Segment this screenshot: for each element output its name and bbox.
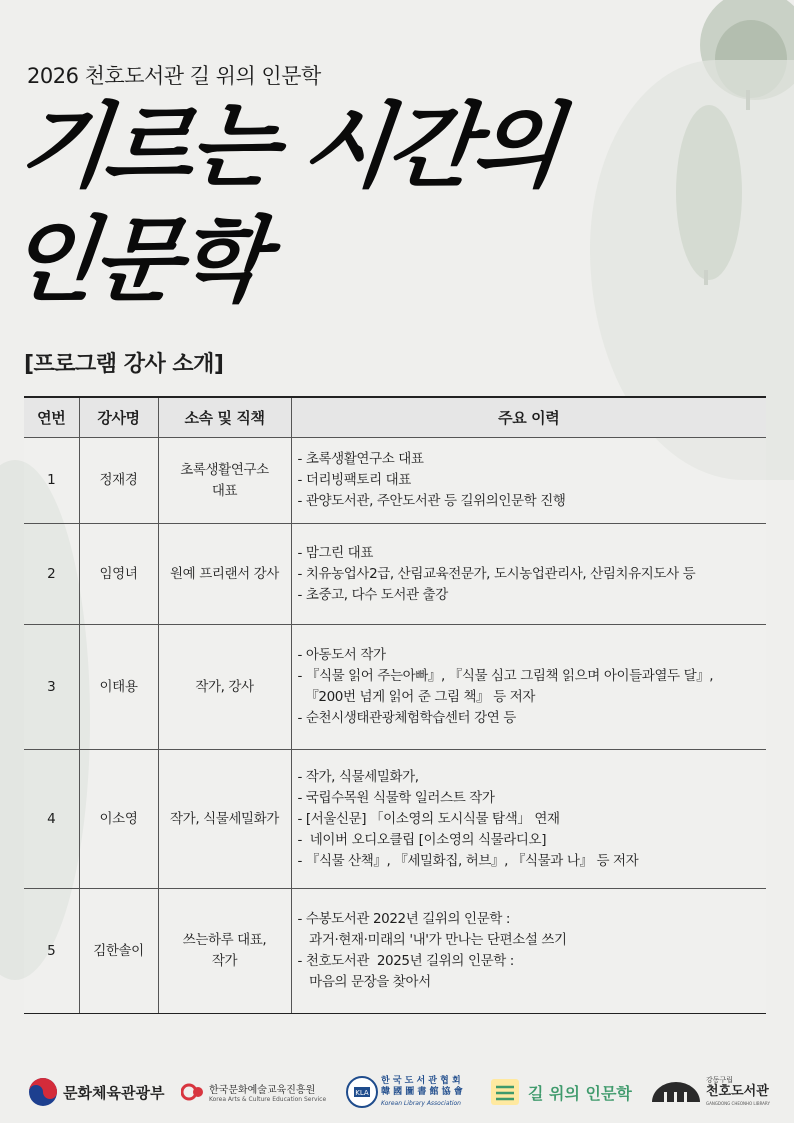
career-line: - 맘그린 대표 — [297, 544, 373, 561]
cheonho-library-district: 강동구립 — [706, 1076, 734, 1084]
cheonho-library-text: 천호도서관 — [706, 1084, 769, 1099]
table-row — [24, 438, 766, 524]
column-header-position: 소속 및 직책 — [158, 397, 291, 438]
lecturer-name: 김한솔이 — [79, 889, 158, 1014]
mcst-logo — [28, 1070, 164, 1114]
lecturer-position — [158, 438, 291, 524]
lecturer-position — [158, 889, 291, 1014]
kla-logo-hanja: 韓 國 圖 書 館 協 會 — [381, 1086, 463, 1097]
career-line: - 천호도서관 2025년 길위의 인문학 : — [297, 953, 514, 969]
book-icon — [488, 1075, 522, 1109]
career-line: - 초록생활연구소 대표 — [297, 451, 424, 467]
lecturer-position — [158, 524, 291, 625]
column-header-number: 연번 — [24, 397, 79, 438]
arte-logo — [181, 1070, 326, 1114]
lecturer-table — [24, 396, 766, 1014]
career-line: - [서울신문] 「이소영의 도시식물 탐색」 연재 — [297, 810, 560, 827]
main-title-line-1: 기르는 시간의 — [14, 93, 563, 200]
cheonho-library-subtext: GANGDONG CHEONHO LIBRARY — [706, 1101, 770, 1106]
table-header-row — [24, 397, 766, 438]
career-line: - 아동도서 작가 — [297, 647, 386, 663]
position-line: 작가, 강사 — [195, 678, 254, 695]
lecturer-career — [291, 438, 766, 524]
lecturer-career — [291, 524, 766, 625]
footer-logos — [0, 1070, 794, 1114]
taegeuk-icon — [28, 1077, 58, 1107]
position-line: 쓰는하루 대표, — [182, 932, 267, 948]
career-line: 『200번 넘게 읽어 준 그림 책』 등 저자 — [297, 689, 535, 705]
career-line: - 더리빙팩토리 대표 — [297, 472, 411, 488]
column-header-career: 주요 이력 — [291, 397, 766, 438]
career-line: - 작가, 식물세밀화가, — [297, 768, 419, 785]
kla-logo-subtext: Korean Library Association — [381, 1099, 461, 1107]
lecturer-position — [158, 750, 291, 889]
lecturer-name: 이태용 — [79, 625, 158, 750]
row-number: 4 — [24, 750, 79, 889]
kla-logo — [346, 1070, 463, 1114]
arte-logo-subtext: Korea Arts & Culture Education Service — [209, 1096, 327, 1103]
svg-text:KLA: KLA — [355, 1089, 369, 1097]
lecturer-name: 이소영 — [79, 750, 158, 889]
arte-icon — [181, 1080, 205, 1104]
position-line: 초록생활연구소 — [180, 461, 269, 478]
lecturer-name: 정재경 — [79, 438, 158, 524]
career-line: - 『식물 읽어 주는아빠』, 『식물 심고 그림책 읽으며 아이들과열두 달』, — [297, 668, 714, 684]
table-row — [24, 750, 766, 889]
career-line: 마음의 문장을 찾아서 — [297, 974, 431, 990]
lecturer-career — [291, 625, 766, 750]
career-line: - 네이버 오디오클립 [이소영의 식물라디오] — [297, 831, 547, 848]
row-number: 3 — [24, 625, 79, 750]
career-line: - 치유농업사2급, 산림교육전문가, 도시농업관리사, 산림치유지도사 등 — [297, 565, 696, 582]
position-line: 대표 — [211, 482, 238, 499]
lecturer-career — [291, 750, 766, 889]
cheonho-library-logo — [650, 1070, 770, 1114]
row-number: 1 — [24, 438, 79, 524]
humanities-logo — [488, 1070, 632, 1114]
mcst-logo-text: 문화체육관광부 — [63, 1083, 165, 1102]
table-row — [24, 889, 766, 1014]
main-title-line-2: 인문학 — [2, 207, 269, 314]
event-subtitle: 2026 천호도서관 길 위의 인문학 — [27, 64, 321, 88]
main-title — [2, 90, 646, 318]
row-number: 2 — [24, 524, 79, 625]
career-line: - 순천시생태관광체험학습센터 강연 등 — [297, 710, 516, 726]
career-line: - 『식물 산책』, 『세밀화집, 허브』, 『식물과 나』 등 저자 — [297, 852, 639, 869]
library-dome-icon — [650, 1080, 702, 1104]
career-line: - 국립수목원 식물학 일러스트 작가 — [297, 789, 495, 806]
arte-logo-text: 한국문화예술교육진흥원 — [209, 1085, 316, 1096]
humanities-logo-text: 길 위의 인문학 — [528, 1083, 632, 1103]
kla-emblem-icon — [346, 1076, 378, 1108]
lecturer-position — [158, 625, 291, 750]
table-row — [24, 625, 766, 750]
section-heading: [프로그램 강사 소개] — [24, 352, 224, 377]
table-row — [24, 524, 766, 625]
row-number: 5 — [24, 889, 79, 1014]
lecturer-career — [291, 889, 766, 1014]
position-line: 원예 프리랜서 강사 — [170, 565, 279, 582]
column-header-name: 강사명 — [79, 397, 158, 438]
lecturer-name: 임영녀 — [79, 524, 158, 625]
position-line: 작가 — [211, 953, 238, 969]
kla-logo-text: 한 국 도 서 관 협 회 — [381, 1075, 461, 1086]
career-line: 과거·현재·미래의 '내'가 만나는 단편소설 쓰기 — [297, 932, 567, 948]
career-line: - 수봉도서관 2022년 길위의 인문학 : — [297, 911, 511, 927]
career-line: - 초중고, 다수 도서관 출강 — [297, 586, 448, 603]
career-line: - 관양도서관, 주안도서관 등 길위의인문학 진행 — [297, 493, 566, 509]
position-line: 작가, 식물세밀화가 — [170, 810, 279, 827]
